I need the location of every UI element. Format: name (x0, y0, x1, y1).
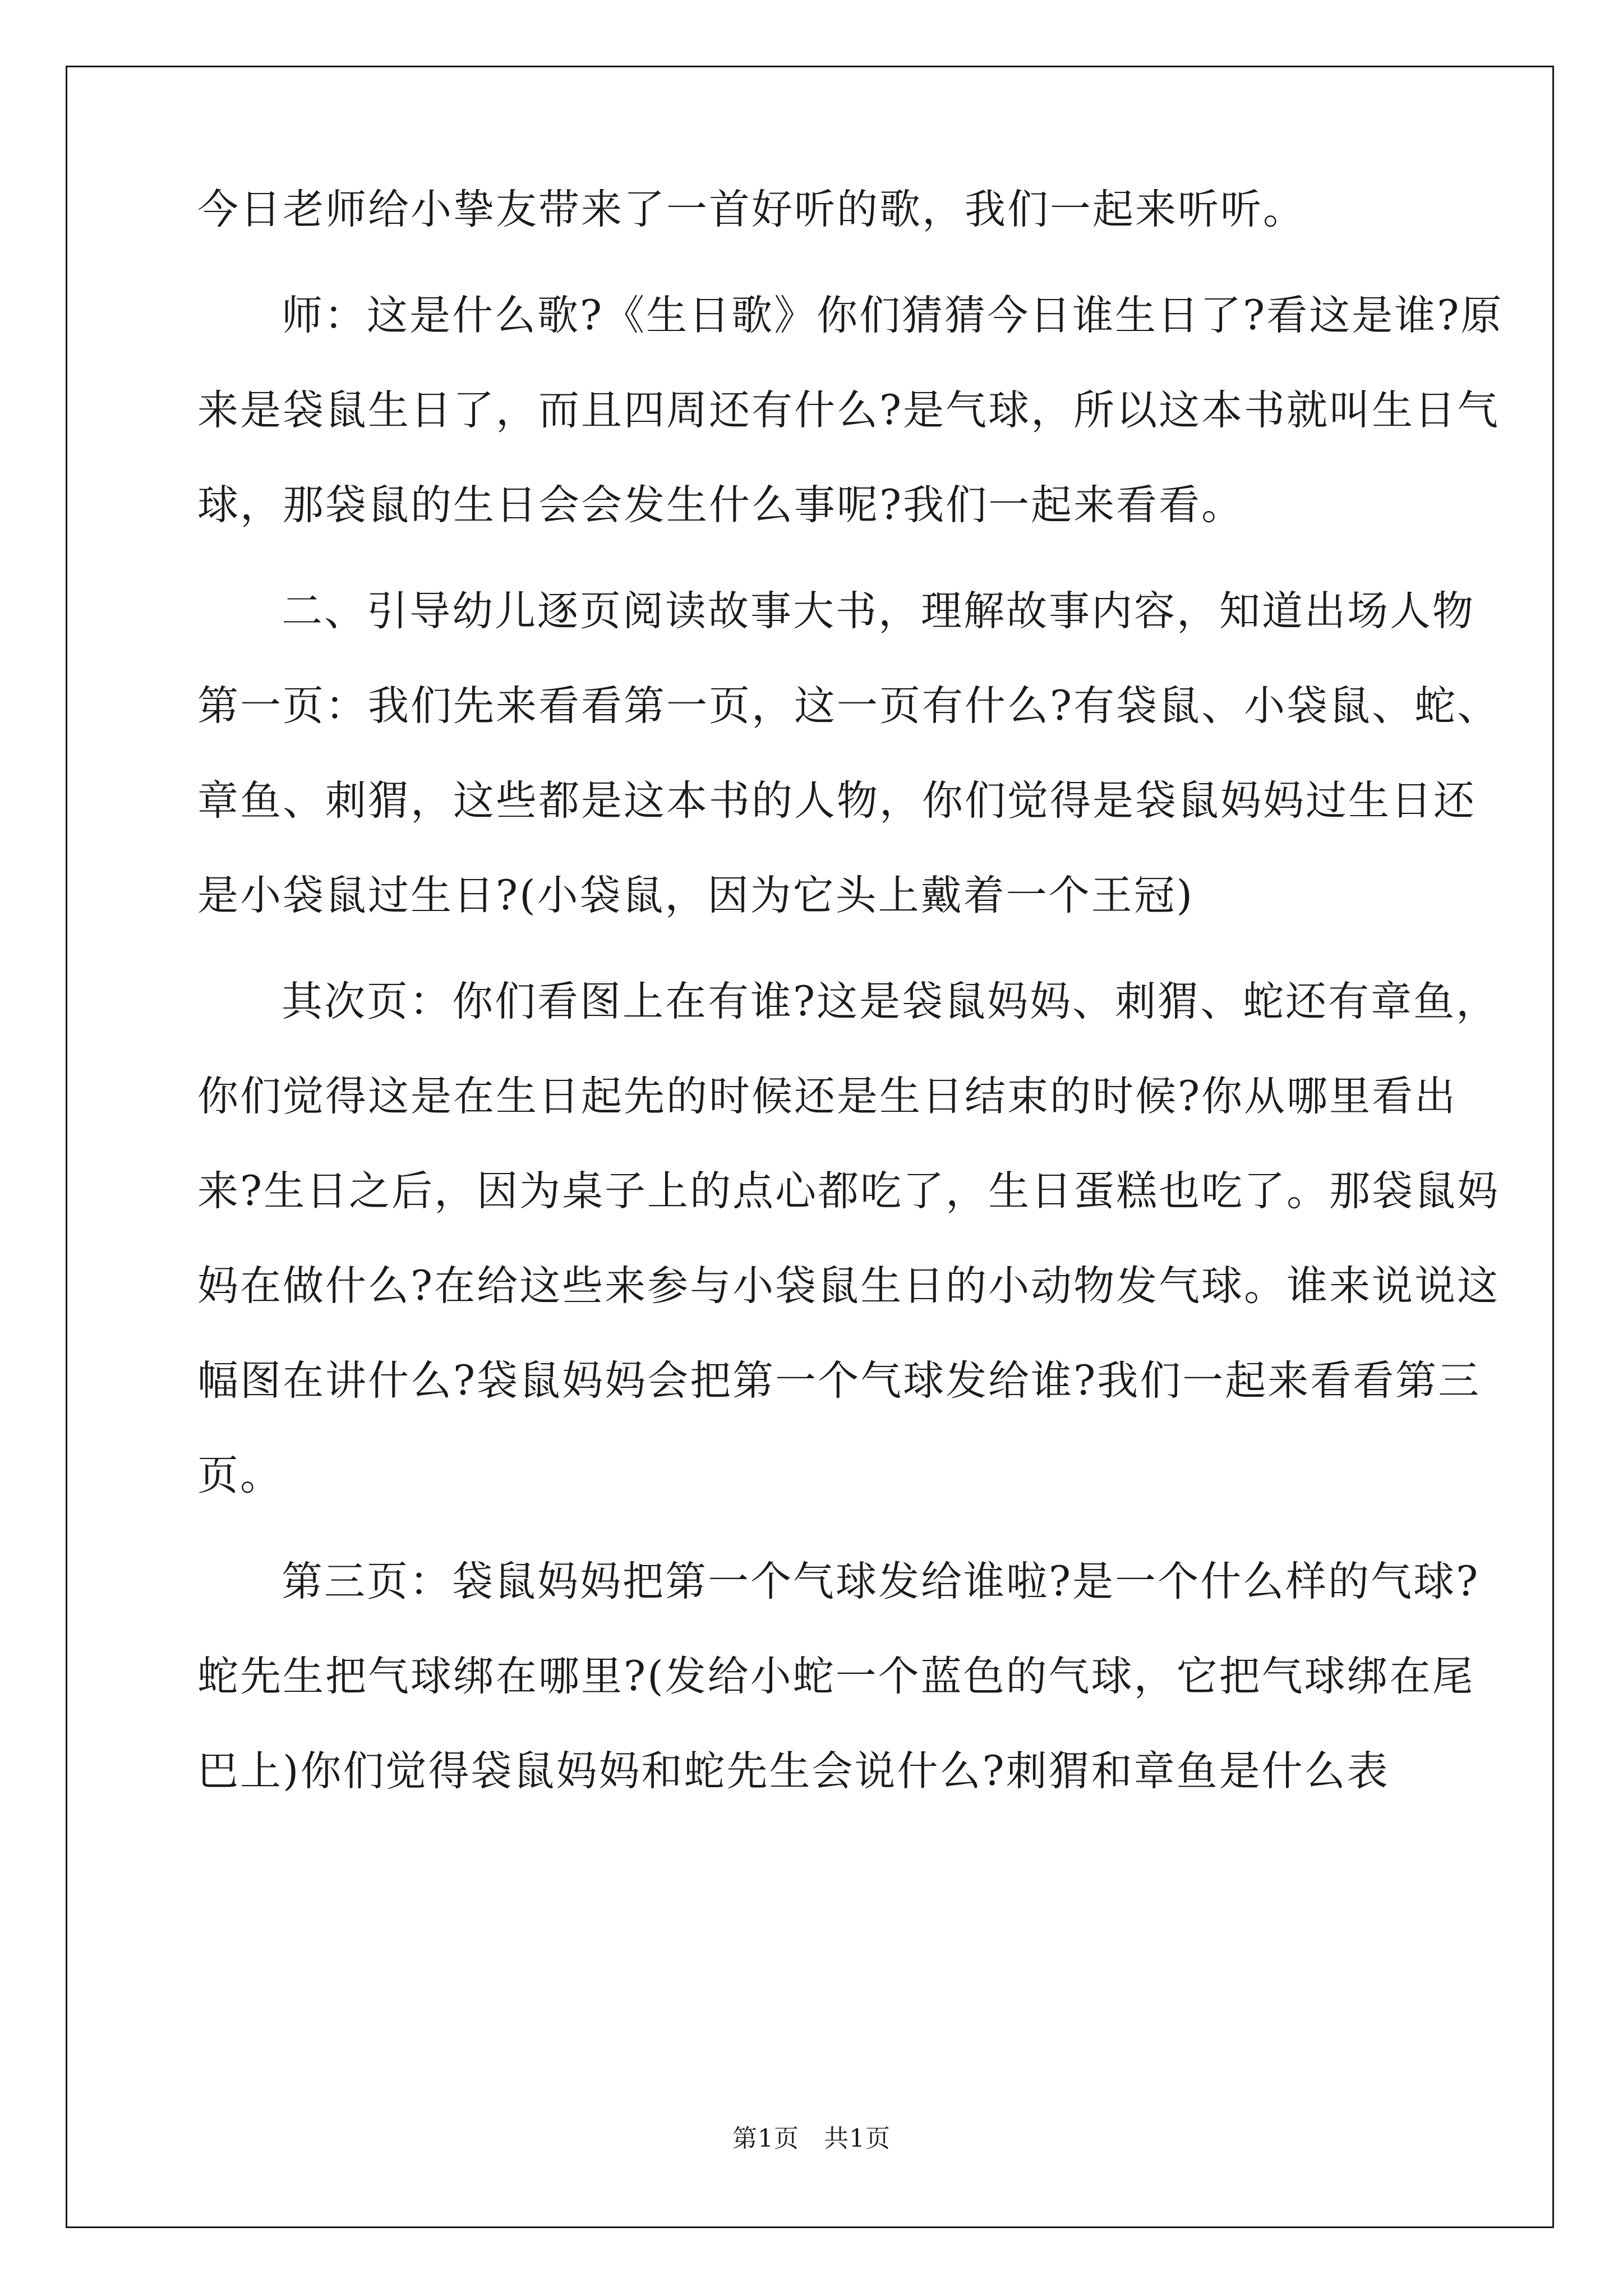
text-line: 今日老师给小挚友带来了一首好听的歌，我们一起来听听。 (197, 186, 1306, 233)
page-number: 第1页 (732, 2124, 799, 2153)
text-line: 巴上)你们觉得袋鼠妈妈和蛇先生会说什么?刺猬和章鱼是什么表 (197, 1747, 1390, 1795)
text-line: 第三页：袋鼠妈妈把第一个气球发给谁啦?是一个什么样的气球? (282, 1558, 1480, 1605)
text-line: 章鱼、刺猬，这些都是这本书的人物，你们觉得是袋鼠妈妈过生日还 (197, 777, 1476, 825)
document-body (197, 186, 1504, 1846)
text-line: 蛇先生把气球绑在哪里?(发给小蛇一个蓝色的气球，它把气球绑在尾 (197, 1653, 1475, 1700)
text-line: 来?生日之后，因为桌子上的点心都吃了，生日蛋糕也吃了。那袋鼠妈 (197, 1167, 1500, 1215)
text-line: 其次页：你们看图上在有谁?这是袋鼠妈妈、刺猬、蛇还有章鱼， (282, 978, 1499, 1025)
page-total: 共1页 (824, 2124, 891, 2153)
page-footer (0, 2118, 1623, 2154)
text-line: 师：这是什么歌?《生日歌》你们猜猜今日谁生日了?看这是谁?原 (282, 292, 1504, 339)
section-heading: 二、引导幼儿逐页阅读故事大书，理解故事内容，知道出场人物 (282, 587, 1475, 635)
text-line: 幅图在讲什么?袋鼠妈妈会把第一个气球发给谁?我们一起来看看第三 (197, 1357, 1481, 1405)
text-line: 第一页：我们先来看看第一页，这一页有什么?有袋鼠、小袋鼠、蛇、 (197, 682, 1500, 730)
text-line: 你们觉得这是在生日起先的时候还是生日结束的时候?你从哪里看出 (197, 1073, 1458, 1120)
text-line: 来是袋鼠生日了，而且四周还有什么?是气球，所以这本书就叫生日气 (197, 386, 1500, 434)
text-line: 是小袋鼠过生日?(小袋鼠，因为它头上戴着一个王冠) (197, 872, 1195, 919)
text-line: 妈在做什么?在给这些来参与小袋鼠生日的小动物发气球。谁来说说这 (197, 1262, 1500, 1310)
text-line: 页。 (197, 1452, 283, 1499)
text-line: 球，那袋鼠的生日会会发生什么事呢?我们一起来看看。 (197, 481, 1244, 529)
